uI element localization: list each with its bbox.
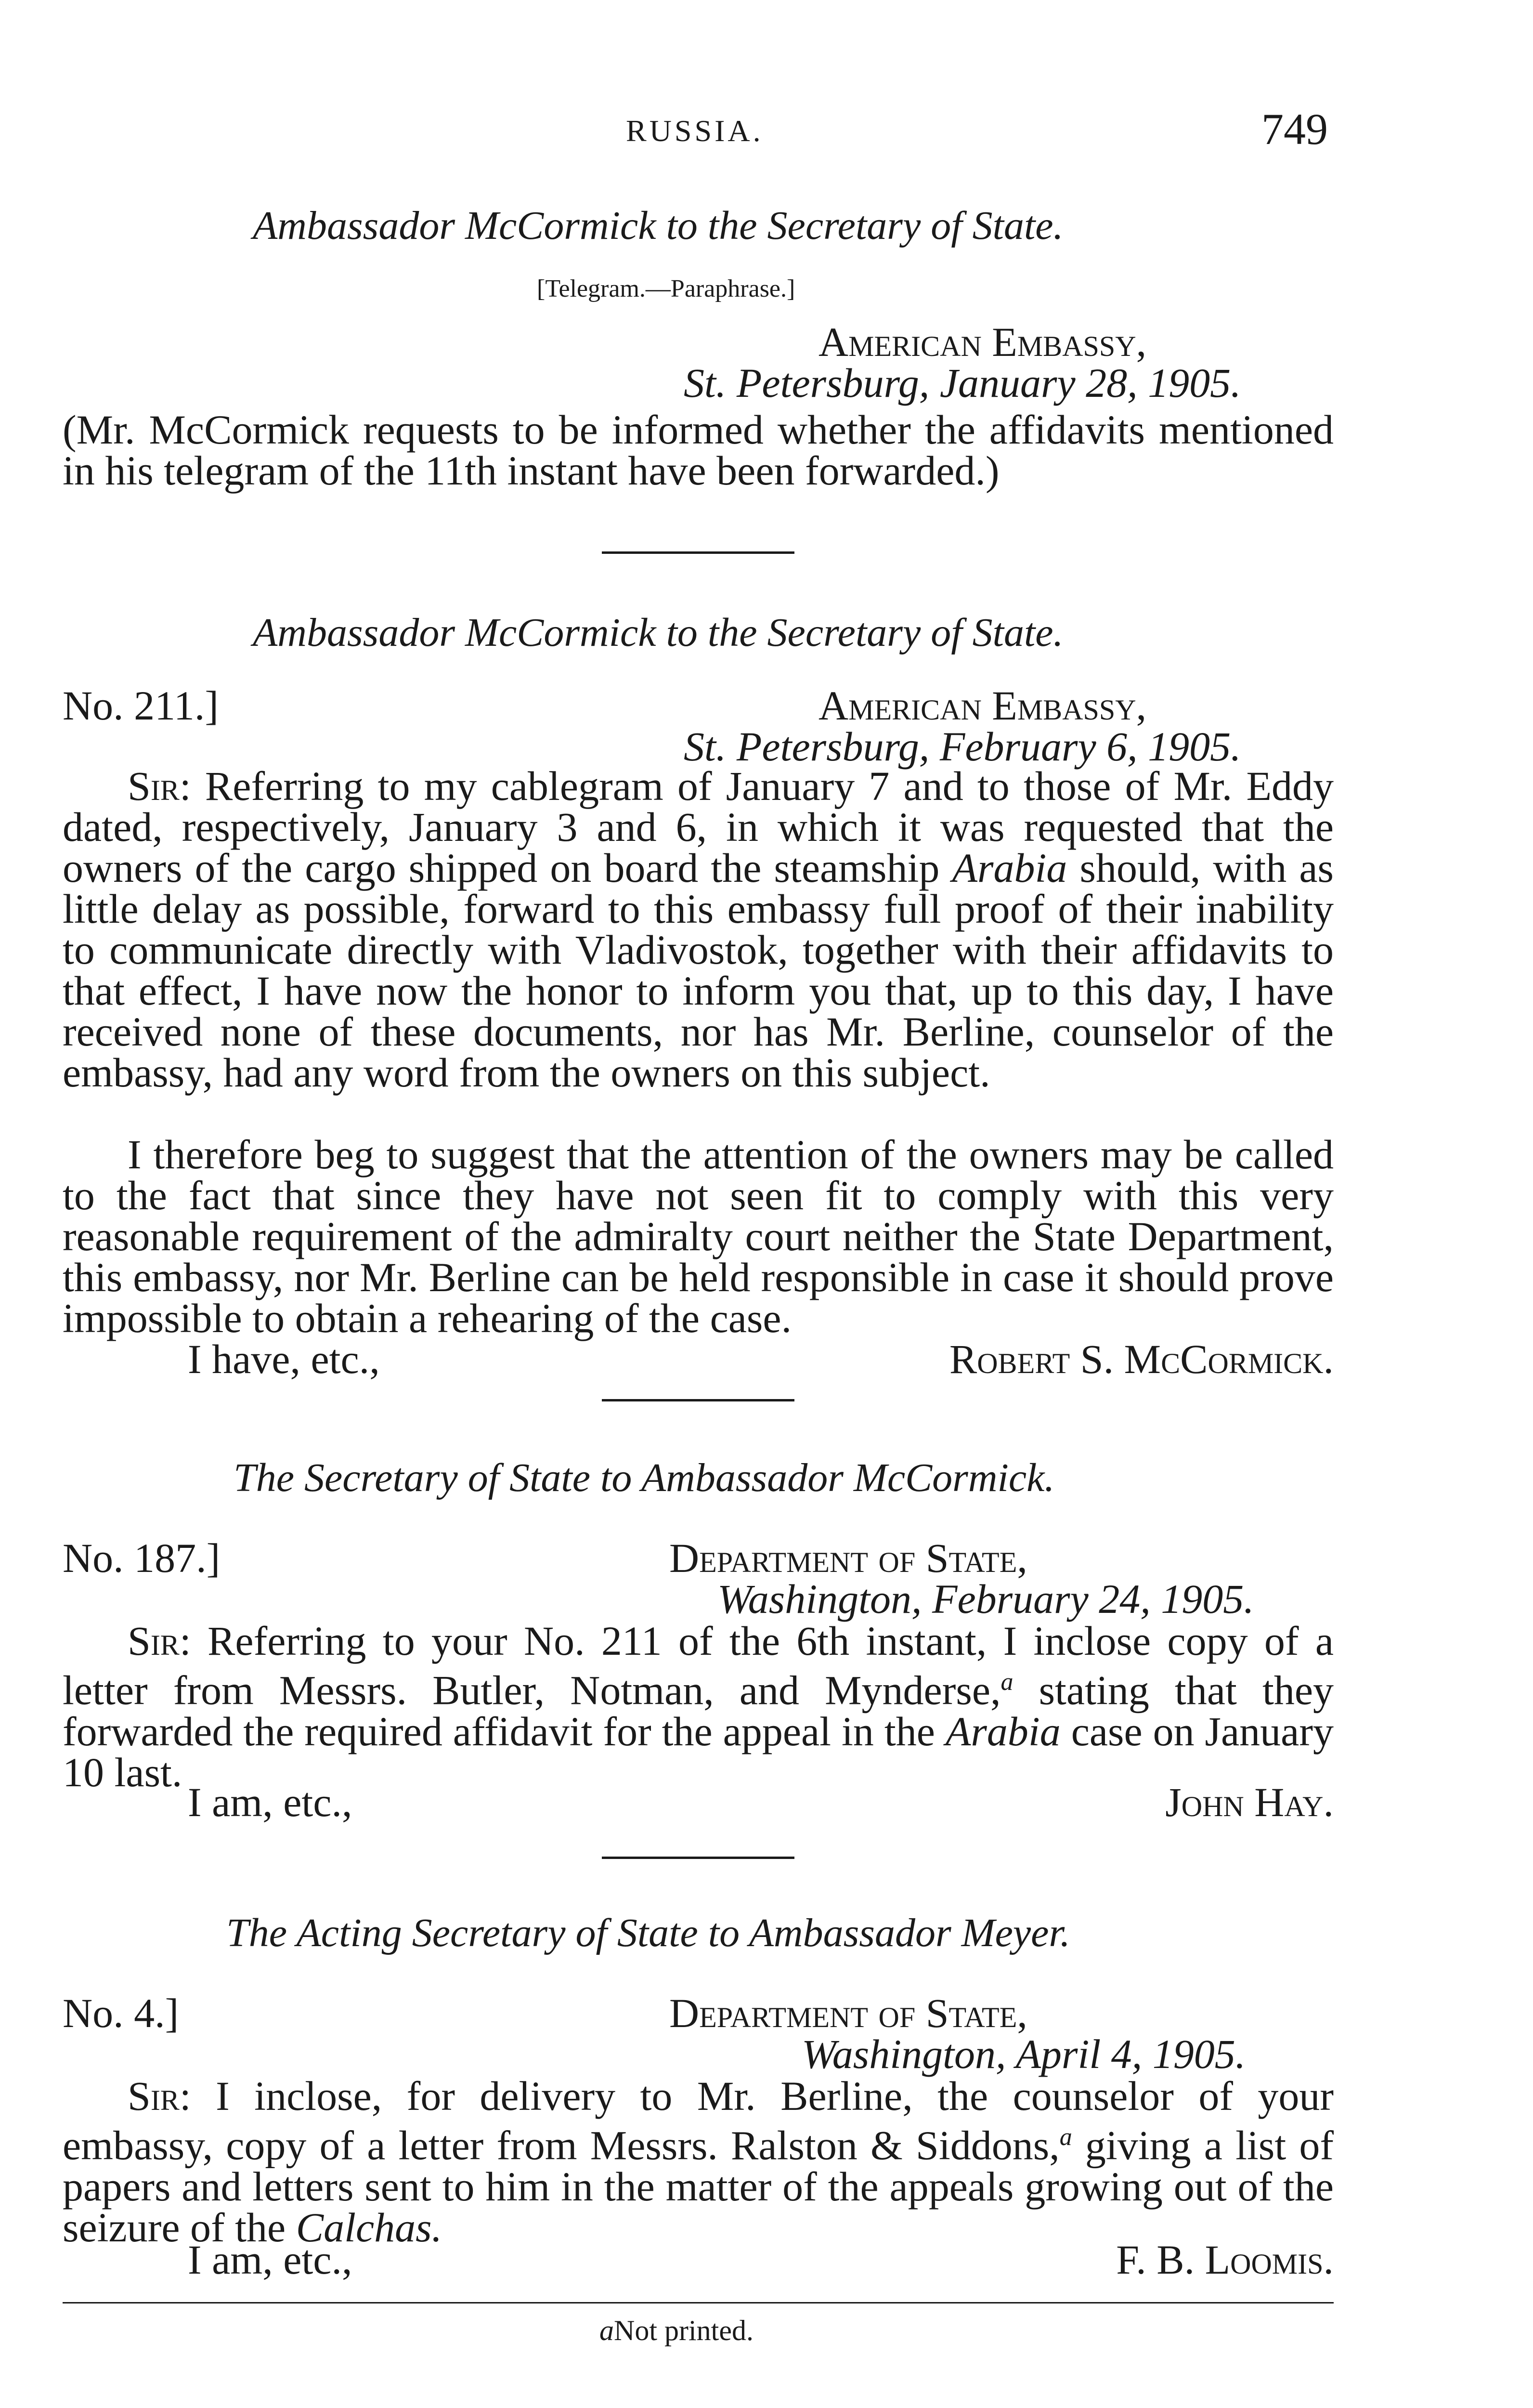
doc4-salutation: Sir: bbox=[128, 2073, 191, 2119]
doc2-body-text-1: Referring to my cablegram of January 7 and to those of Mr. Eddy dated, respectively, January 3 and 6, in which it was requested that the owners of the cargo shipped on board the steamship bbox=[63, 763, 1334, 891]
doc4-signature: F. B. Loomis. bbox=[1116, 2237, 1334, 2283]
page-number: 749 bbox=[1261, 105, 1328, 154]
doc2-body-para2 bbox=[63, 1131, 1334, 1341]
section-divider bbox=[602, 1857, 794, 1859]
footnote bbox=[599, 2314, 754, 2347]
footnote-marker: a bbox=[1059, 2123, 1072, 2151]
doc2-body-text-2: should, with as little delay as possible, forward to this embassy full proof of their inability to communicate directly with Vladivostok, together with their affidavits to that effect, I have now the honor to inform you that, up to this day, I have received none of these documents, nor has Mr. Berline, counselor of the embassy, had any word from the owners on this subject. bbox=[63, 845, 1334, 1096]
running-head: RUSSIA. bbox=[626, 114, 764, 148]
doc3-signature: John Hay. bbox=[1165, 1779, 1334, 1825]
doc2-sender: American Embassy, bbox=[818, 682, 1147, 729]
doc2-salutation: Sir: bbox=[128, 763, 191, 809]
doc2-body-text-3: I therefore beg to suggest that the attention of the owners may be called to the fact that since they have not seen fit to comply with this very reasonable requirement of the admiralty court neither the State Department, this embassy, nor Mr. Berline can be held responsible in case it should prove impossible to obtain a rehearing of the case. bbox=[63, 1131, 1334, 1341]
doc1-body bbox=[63, 406, 1334, 494]
doc3-body-text-2: stating that they forwarded the required affidavit for the appeal in the bbox=[63, 1667, 1334, 1754]
ship-name-arabia: Arabia bbox=[945, 1708, 1061, 1754]
footnote-marker: a bbox=[599, 2315, 614, 2346]
doc4-body-text-1: I inclose, for delivery to Mr. Berline, the counselor of your embassy, copy of a letter from Messrs. Ralston & Siddons, bbox=[63, 2073, 1334, 2169]
doc3-sender: Department of State, bbox=[669, 1535, 1027, 1581]
doc3-body-text-3: case on January 10 last. bbox=[63, 1708, 1334, 1795]
doc1-body-text: (Mr. McCormick requests to be informed whether the affidavits mentioned in his telegram of the 11th instant have been forwarded.) bbox=[63, 406, 1334, 494]
doc3-body bbox=[63, 1618, 1334, 1795]
doc1-place-date: St. Petersburg, January 28, 1905. bbox=[684, 360, 1241, 406]
doc4-body-text-2: giving a list of papers and letters sent to him in the matter of the appeals growing out of the seizure of the bbox=[63, 2122, 1334, 2251]
doc2-number: No. 211.] bbox=[63, 682, 219, 729]
ship-name-arabia: Arabia bbox=[952, 845, 1067, 891]
doc4-sender: Department of State, bbox=[669, 1990, 1027, 2036]
doc2-closing: I have, etc., bbox=[188, 1336, 380, 1382]
doc4-heading: The Acting Secretary of State to Ambassador Meyer. bbox=[226, 1911, 1070, 1955]
section-divider bbox=[602, 1399, 794, 1401]
doc4-place-date: Washington, April 4, 1905. bbox=[802, 2031, 1246, 2077]
doc2-body-para1 bbox=[63, 763, 1334, 1096]
doc2-heading: Ambassador McCormick to the Secretary of State. bbox=[253, 610, 1064, 655]
doc2-signature: Robert S. McCormick. bbox=[949, 1336, 1334, 1382]
footnote-rule bbox=[63, 2302, 1334, 2303]
doc1-note: [Telegram.—Paraphrase.] bbox=[537, 275, 795, 302]
doc1-sender: American Embassy, bbox=[818, 319, 1147, 365]
doc3-salutation: Sir: bbox=[128, 1618, 191, 1664]
section-divider bbox=[602, 551, 794, 554]
doc4-body bbox=[63, 2073, 1334, 2251]
ship-name-calchas: Calchas. bbox=[296, 2204, 442, 2251]
doc3-heading: The Secretary of State to Ambassador McCormick. bbox=[234, 1455, 1055, 1500]
doc3-body-text-1: Referring to your No. 211 of the 6th instant, I inclose copy of a letter from Messrs. Butler, Notman, and Mynderse, bbox=[63, 1618, 1334, 1714]
footnote-text: Not printed. bbox=[614, 2315, 754, 2346]
doc4-closing: I am, etc., bbox=[188, 2237, 352, 2283]
doc2-place-date: St. Petersburg, February 6, 1905. bbox=[684, 723, 1241, 770]
doc3-number: No. 187.] bbox=[63, 1535, 221, 1581]
doc3-closing: I am, etc., bbox=[188, 1779, 352, 1825]
doc3-place-date: Washington, February 24, 1905. bbox=[717, 1576, 1254, 1622]
doc1-heading: Ambassador McCormick to the Secretary of State. bbox=[253, 203, 1064, 248]
doc4-number: No. 4.] bbox=[63, 1990, 179, 2036]
footnote-marker: a bbox=[1000, 1668, 1013, 1696]
